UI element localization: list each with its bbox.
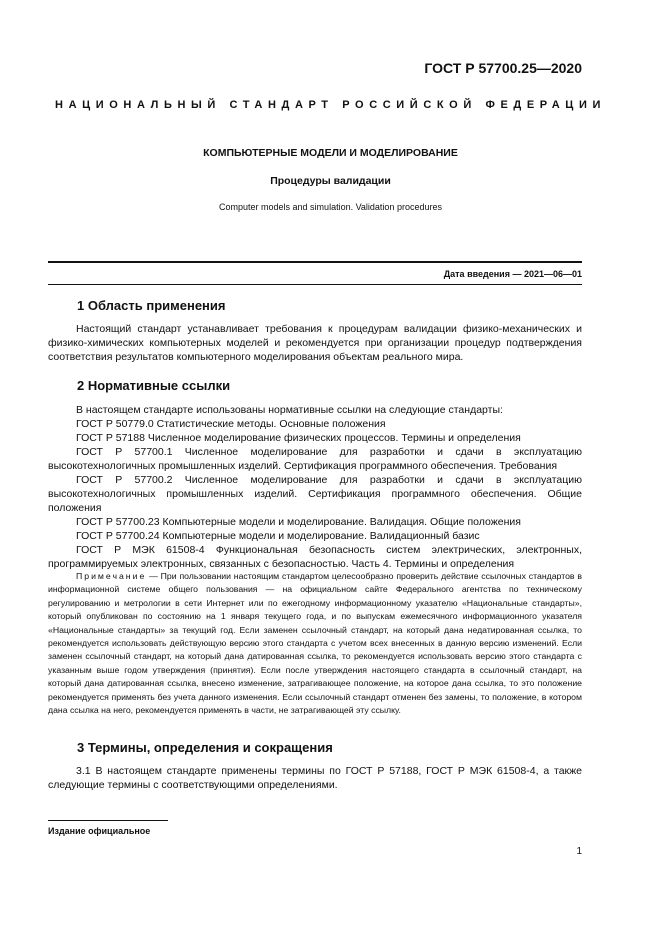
document-subtitle: Процедуры валидации	[270, 175, 391, 187]
title-divider-thick	[48, 261, 582, 263]
reference-item: ГОСТ Р МЭК 61508-4 Функциональная безопасность систем электрических, электронных, программируемых электронных, связанных с безопасностью. Часть 4. Термины и определения	[48, 544, 582, 570]
page-number: 1	[576, 846, 582, 857]
document-code: ГОСТ Р 57700.25—2020	[424, 60, 582, 76]
note-paragraph	[48, 570, 582, 717]
note-text: — При пользовании настоящим стандартом целесообразно проверить действие ссылочных стандартов в информационной системе общего пользования — на официальном сайте Федерального агентства по техническому регулированию и метрологии в сети Интернет или по ежегодному информационному указателю «Национальные стандарты», который опубликован по состоянию на 1 января текущего года, и по выпускам ежемесячного информационного указателя «Национальные стандарты» за текущий год. Если заменен ссылочный стандарт, на который дана недатированная ссылка, то рекомендуется использовать действующую версию этого стандарта с учетом всех внесенных в данную версию изменений. Если заменен ссылочный стандарт, на который дана датированная ссылка, то рекомендуется использовать версию этого стандарта с указанным выше годом утверждения (принятия). Если после утверждения настоящего стандарта в ссылочный стандарт, на который дана датированная ссылка, внесено изменение, затрагивающее положение, на которое дана ссылка, то это положение рекомендуется применять без учета данного изменения. Если ссылочный стандарт отменен без замены, то положение, в котором дана ссылка на него, рекомендуется применять в части, не затрагивающей эту ссылку.	[48, 571, 582, 716]
reference-item: ГОСТ Р 57700.1 Численное моделирование для разработки и сдачи в эксплуатацию высокотехнологичных промышленных изделий. Сертификация программного обеспечения. Требования	[48, 446, 582, 472]
reference-item: ГОСТ Р 50779.0 Статистические методы. Основные положения	[76, 418, 386, 430]
document-title-english: Computer models and simulation. Validation procedures	[219, 202, 442, 212]
section-3-paragraph: 3.1 В настоящем стандарте применены термины по ГОСТ Р 57188, ГОСТ Р МЭК 61508-4, а также следующие термины с соответствующими определениями.	[48, 765, 582, 791]
reference-item: ГОСТ Р 57700.23 Компьютерные модели и моделирование. Валидация. Общие положения	[76, 516, 521, 528]
footer-divider	[48, 820, 168, 821]
introduction-date: Дата введения — 2021—06—01	[443, 269, 582, 279]
section-3-body	[48, 764, 582, 792]
reference-item: ГОСТ Р 57700.2 Численное моделирование для разработки и сдачи в эксплуатацию высокотехнологичных промышленных изделий. Сертификация программного обеспечения. Общие положения	[48, 474, 582, 514]
document-title: КОМПЬЮТЕРНЫЕ МОДЕЛИ И МОДЕЛИРОВАНИЕ	[203, 147, 458, 159]
section-3-heading: 3 Термины, определения и сокращения	[77, 740, 333, 755]
edition-label: Издание официальное	[48, 826, 151, 836]
section-1-body	[48, 322, 582, 364]
title-divider-thin	[48, 284, 582, 285]
national-standard-banner: НАЦИОНАЛЬНЫЙ СТАНДАРТ РОССИЙСКОЙ ФЕДЕРАЦИИ	[55, 99, 606, 111]
reference-item: ГОСТ Р 57700.24 Компьютерные модели и моделирование. Валидационный базис	[76, 530, 480, 542]
section-2-intro: В настоящем стандарте использованы нормативные ссылки на следующие стандарты:	[76, 404, 503, 416]
section-1-paragraph: Настоящий стандарт устанавливает требования к процедурам валидации физико-механических и физико-химических компьютерных моделей и рекомендуется при организации процедур подтверждения соответствия результатов компьютерного моделирования объектам реального мира.	[48, 323, 582, 363]
note-label: Примечание	[76, 571, 147, 581]
section-1-heading: 1 Область применения	[77, 298, 226, 313]
section-2-heading: 2 Нормативные ссылки	[77, 378, 231, 393]
section-2-note	[48, 570, 582, 717]
reference-item: ГОСТ Р 57188 Численное моделирование физических процессов. Термины и определения	[76, 432, 521, 444]
section-2-body	[48, 403, 582, 571]
